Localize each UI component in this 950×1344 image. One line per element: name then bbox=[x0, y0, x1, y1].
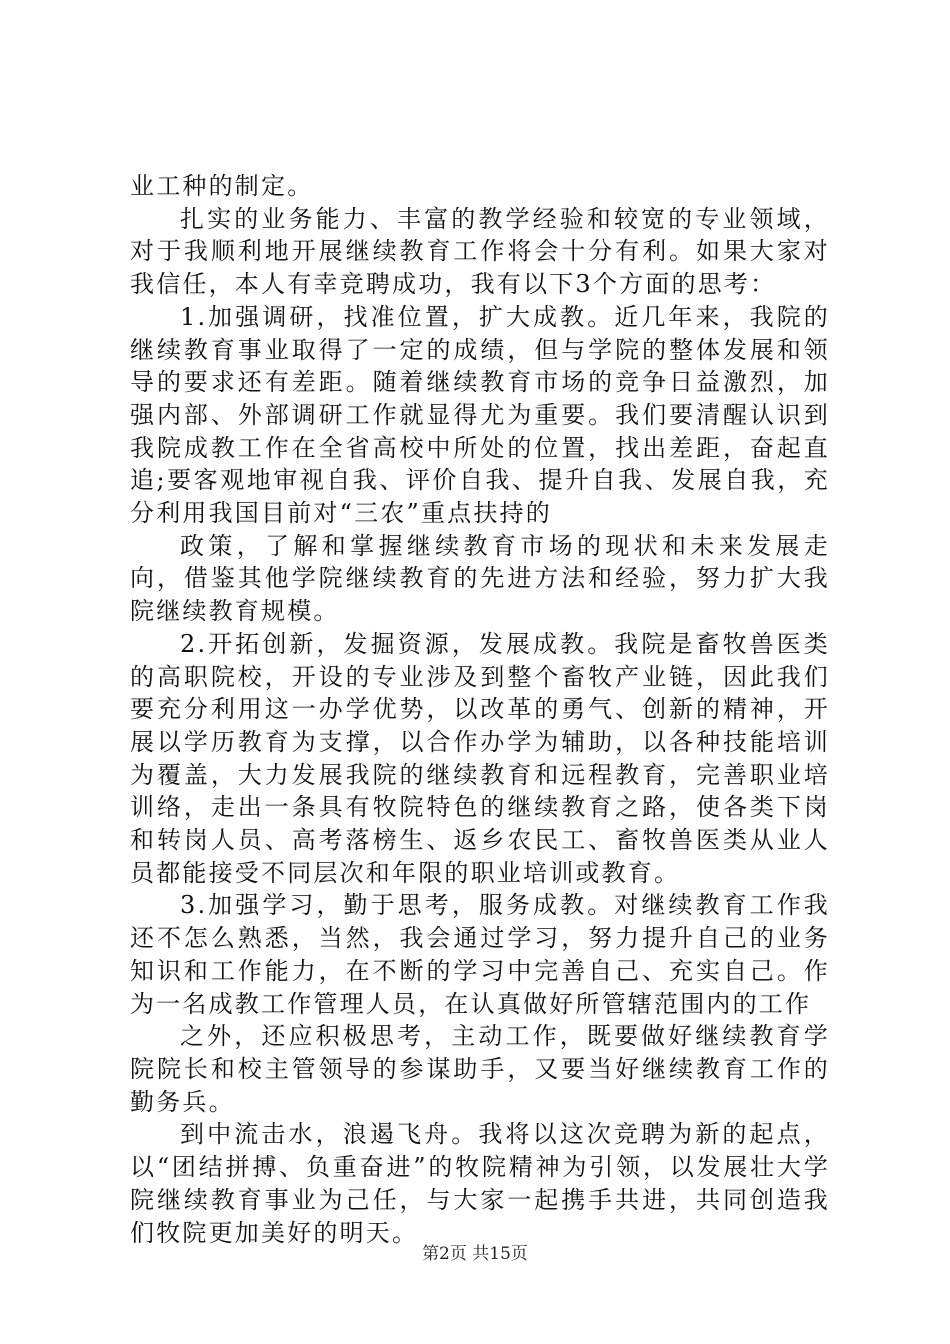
paragraph-continuation: 业工种的制定。 bbox=[130, 172, 314, 200]
paragraph-intro: 扎实的业务能力、丰富的教学经验和较宽的专业领域，对于我顺利地开展继续教育工作将会十分有利。如果大家对我信任，本人有幸竞聘成功，我有以下3个方面的思考： bbox=[130, 204, 830, 299]
paragraph-point-1-continued: 政策，了解和掌握继续教育市场的现状和未来发展走向，借鉴其他学院继续教育的先进方法和经验，努力扩大我院继续教育规模。 bbox=[130, 531, 830, 626]
document-body bbox=[130, 170, 830, 1249]
paragraph-closing: 到中流击水，浪遏飞舟。我将以这次竞聘为新的起点，以“团结拼搏、负重奋进”的牧院精神为引领，以发展壮大学院继续教育事业为己任，与大家一起携手共进，共同创造我们牧院更加美好的明天。 bbox=[130, 1120, 830, 1247]
paragraph-point-2: 2.开拓创新，发掘资源，发展成教。我院是畜牧兽医类的高职院校，开设的专业涉及到整个畜牧产业链，因此我们要充分利用这一办学优势，以改革的勇气、创新的精神，开展以学历教育为支撑，以合作办学为辅助，以各种技能培训为覆盖，大力发展我院的继续教育和远程教育，完善职业培训络，走出一条具有牧院特色的继续教育之路，使各类下岗和转岗人员、高考落榜生、返乡农民工、畜牧兽医类从业人员都能接受不同层次和年限的职业培训或教育。 bbox=[130, 629, 830, 887]
paragraph-point-3-continued: 之外，还应积极思考，主动工作，既要做好继续教育学院院长和校主管领导的参谋助手，又要当好继续教育工作的勤务兵。 bbox=[130, 1022, 830, 1116]
paragraph-point-1: 1.加强调研，找准位置，扩大成教。近几年来，我院的继续教育事业取得了一定的成绩，但与学院的整体发展和领导的要求还有差距。随着继续教育市场的竞争日益激烈，加强内部、外部调研工作就显得尤为重要。我们要清醒认识到我院成教工作在全省高校中所处的位置，找出差距，奋起直追;要客观地审视自我、评价自我、提升自我、发展自我，充分利用我国目前对“三农”重点扶持的 bbox=[130, 302, 830, 528]
page-footer: 第2页 共15页 bbox=[422, 1244, 528, 1264]
paragraph-point-3: 3.加强学习，勤于思考，服务成教。对继续教育工作我还不怎么熟悉，当然，我会通过学习，努力提升自己的业务知识和工作能力，在不断的学习中完善自己、充实自己。作为一名成教工作管理人员，在认真做好所管辖范围内的工作 bbox=[130, 891, 830, 1018]
